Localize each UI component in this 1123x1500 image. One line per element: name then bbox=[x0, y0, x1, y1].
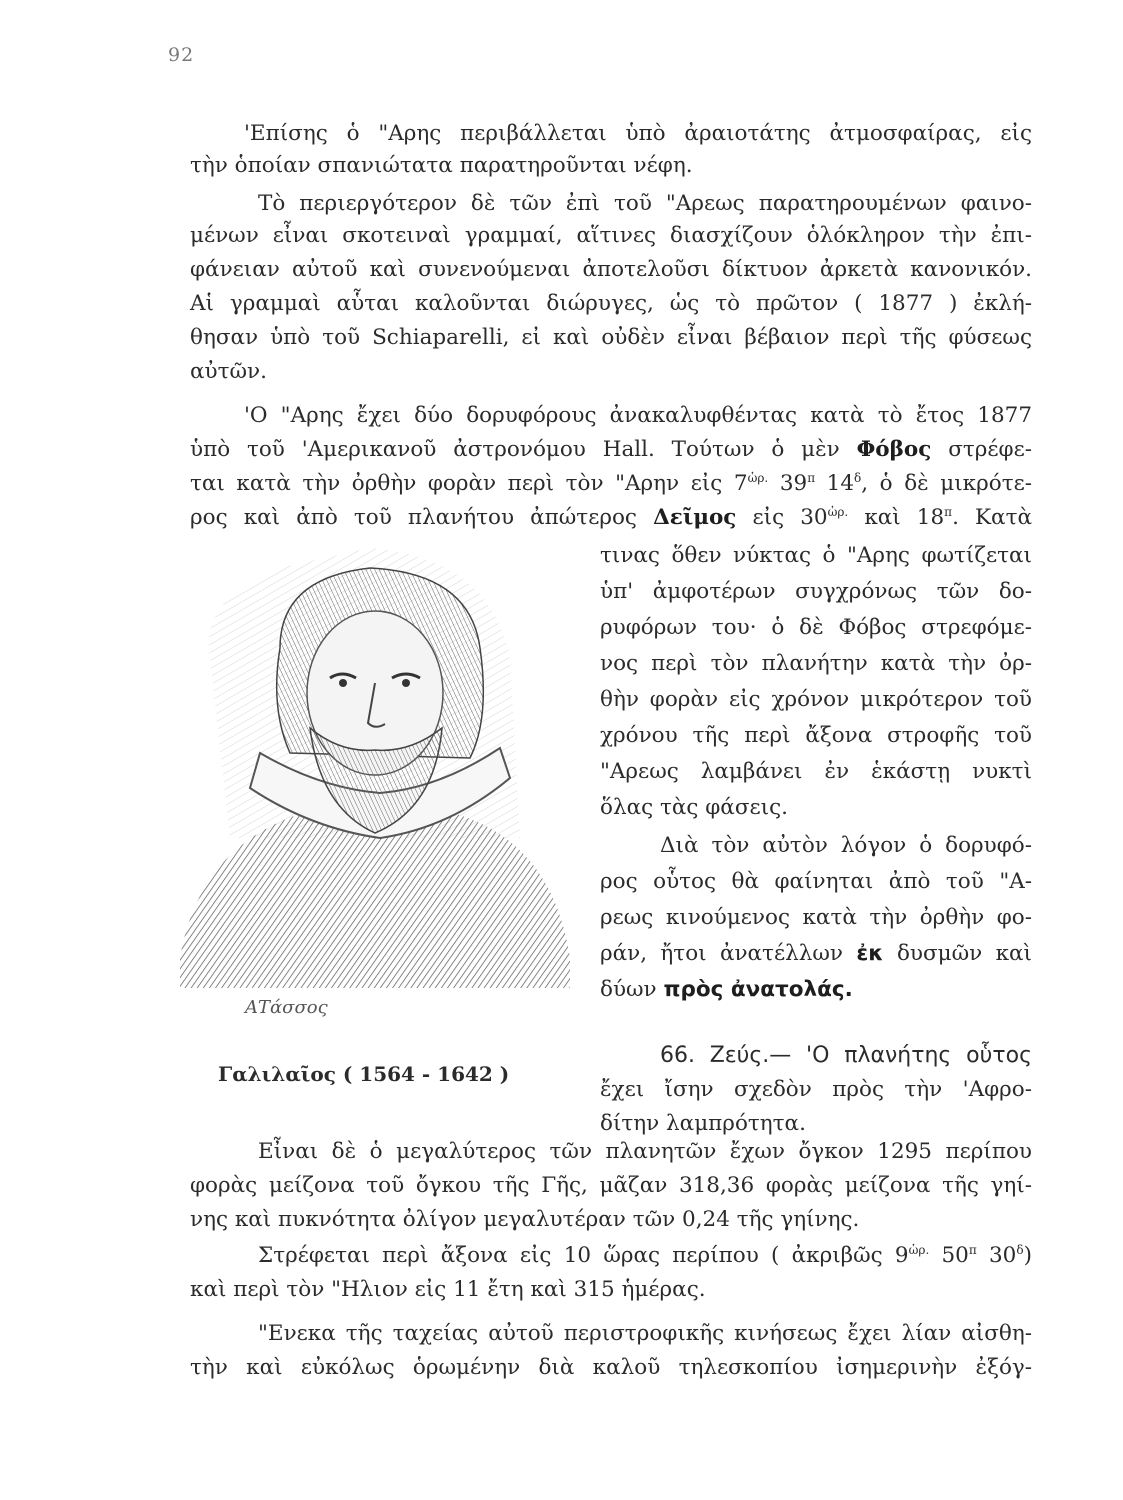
text-line: τὴν ὁποίαν σπανιώτατα παρατηροῦνται νέφη. bbox=[190, 153, 693, 178]
text-line: ὑπὸ τοῦ 'Αμερικανοῦ ἀστρονόμου Hall. Τούτων ὁ μὲν Φόβος στρέφε- bbox=[190, 437, 1032, 462]
text-line: ράν, ἤτοι ἀνατέλλων ἐκ δυσμῶν καὶ bbox=[600, 941, 1032, 966]
text-line: 'Ο "Αρης ἔχει δύο δορυφόρους ἀνακαλυφθέντας κατὰ τὸ ἔτος 1877 bbox=[244, 403, 1032, 428]
text-line: χρόνου τῆς περὶ ἄξονα στροφῆς τοῦ bbox=[600, 723, 1032, 748]
portrait-caption: Γαλιλαῖος ( 1564 - 1642 ) bbox=[218, 1062, 510, 1086]
text-line: Διὰ τὸν αὐτὸν λόγον ὁ δορυφό- bbox=[660, 833, 1032, 858]
text-line: θησαν ὑπὸ τοῦ Schiaparelli, εἰ καὶ οὐδὲν εἶναι βέβαιον περὶ τῆς φύσεως bbox=[190, 325, 1032, 350]
text-line: ρος καὶ ἀπὸ τοῦ πλανήτου ἀπώτερος Δεῖμος εἰς $30^{ὡ\rho.}$ καὶ $18^\pi$. Κατὰ bbox=[190, 504, 1032, 530]
text-line: μένων εἶναι σκοτειναὶ γραμμαί, αἵτινες διασχίζουν ὁλόκληρον τὴν ἐπι- bbox=[190, 223, 1032, 248]
text-line: ρεως κινούμενος κατὰ τὴν ὀρθὴν φο- bbox=[600, 905, 1032, 930]
text-line: ὅλας τὰς φάσεις. bbox=[600, 795, 788, 820]
section-heading: 66. Ζεύς.— 'Ο πλανήτης οὗτος bbox=[660, 1043, 1032, 1068]
text-line: Στρέφεται περὶ ἄξονα εἰς 10 ὥρας περίπου ( ἀκριβῶς $9^{ὡ\rho.}$ $50^\pi$ $30^\delta$) bbox=[258, 1242, 1032, 1268]
text-line: ἔχει ἴσην σχεδὸν πρὸς τὴν 'Αφρο- bbox=[600, 1077, 1032, 1102]
section-title: Ζεύς.— bbox=[709, 1043, 792, 1068]
deimos-term: Δεῖμος bbox=[653, 505, 737, 530]
text-line: ται κατὰ τὴν ὀρθὴν φορὰν περὶ τὸν "Αρην εἰς $7^{ὡ\rho.}$ $39^\pi$ $14^\delta$, ὁ δὲ μικρότε- bbox=[190, 470, 1032, 496]
text-line: δύων πρὸς ἀνατολάς. bbox=[600, 977, 853, 1002]
section-number: 66. bbox=[660, 1043, 695, 1068]
page-number: 92 bbox=[168, 44, 195, 66]
text-line: τὴν καὶ εὐκόλως ὁρωμένην διὰ καλοῦ τηλεσκοπίου ἰσημερινὴν ἐξόγ- bbox=[190, 1355, 1032, 1380]
text-line: φορὰς μείζονα τοῦ ὄγκου τῆς Γῆς, μᾶζαν 318,36 φορὰς μείζονα τῆς γηί- bbox=[190, 1173, 1032, 1198]
text-line: 'Επίσης ὁ "Αρης περιβάλλεται ὑπὸ ἀραιοτάτης ἀτμοσφαίρας, εἰς bbox=[244, 121, 1032, 146]
text-line: καὶ περὶ τὸν "Ηλιον εἰς 11 ἔτη καὶ 315 ἡμέρας. bbox=[190, 1277, 706, 1302]
text-line: δίτην λαμπρότητα. bbox=[600, 1111, 806, 1136]
text-line: ὑπ' ἀμφοτέρων συγχρόνως τῶν δο- bbox=[600, 579, 1032, 604]
text-line: "Ενεκα τῆς ταχείας αὐτοῦ περιστροφικῆς κινήσεως ἔχει λίαν αἰσθη- bbox=[258, 1321, 1032, 1346]
galileo-portrait bbox=[170, 538, 580, 1038]
portrait-signature: ΑΤάσσος bbox=[245, 997, 328, 1018]
text-line: Εἶναι δὲ ὁ μεγαλύτερος τῶν πλανητῶν ἔχων ὄγκον 1295 περίπου bbox=[258, 1139, 1032, 1164]
text-line: αὐτῶν. bbox=[190, 359, 267, 384]
phobos-term: Φόβος bbox=[856, 437, 932, 462]
text-line: νος περὶ τὸν πλανήτην κατὰ τὴν ὀρ- bbox=[600, 651, 1032, 676]
text-line: νης καὶ πυκνότητα ὀλίγον μεγαλυτέραν τῶν 0,24 τῆς γηίνης. bbox=[190, 1207, 860, 1232]
text-line: Τὸ περιεργότερον δὲ τῶν ἐπὶ τοῦ "Αρεως παρατηρουμένων φαινο- bbox=[258, 191, 1032, 216]
text-line: τινας ὅθεν νύκτας ὁ "Αρης φωτίζεται bbox=[600, 543, 1032, 568]
text-line: Αἱ γραμμαὶ αὗται καλοῦνται διώρυγες, ὡς τὸ πρῶτον ( 1877 ) ἐκλή- bbox=[190, 291, 1032, 316]
text-line: θὴν φορὰν εἰς χρόνον μικρότερον τοῦ bbox=[600, 687, 1032, 712]
text-line: ρυφόρων του· ὁ δὲ Φόβος στρεφόμε- bbox=[600, 615, 1032, 640]
text-line: ρος οὗτος θὰ φαίνηται ἀπὸ τοῦ "Α- bbox=[600, 869, 1032, 894]
text-line: φάνειαν αὐτοῦ καὶ συνενούμεναι ἀποτελοῦσι δίκτυον ἀρκετὰ κανονικόν. bbox=[190, 257, 1032, 282]
text-line: "Αρεως λαμβάνει ἐν ἑκάστῃ νυκτὶ bbox=[600, 759, 1032, 784]
portrait-engraving bbox=[170, 538, 580, 1038]
